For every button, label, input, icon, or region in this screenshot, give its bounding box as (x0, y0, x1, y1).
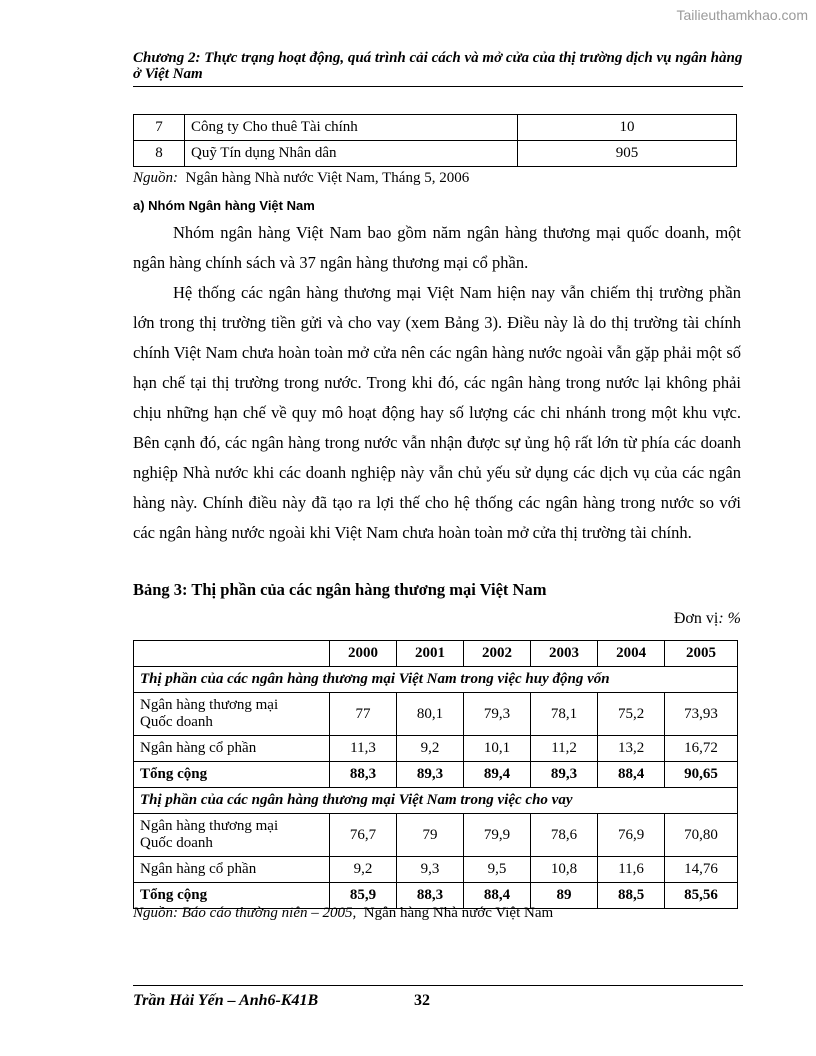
table-row (134, 736, 738, 762)
year-header: 2000 (330, 641, 397, 667)
table-row (134, 115, 737, 141)
table-cell: 89,3 (397, 762, 464, 788)
total-row (134, 762, 738, 788)
unit-label: Đơn vị (673, 610, 719, 627)
row-label: Tổng cộng (134, 883, 330, 909)
table-cell: 90,65 (665, 762, 738, 788)
table-row (134, 693, 738, 736)
institution-name: Công ty Cho thuê Tài chính (185, 115, 518, 141)
table-cell: 9,2 (397, 736, 464, 762)
table-cell: 70,80 (665, 814, 738, 857)
row-label: Ngân hàng cổ phần (134, 736, 330, 762)
table-cell: 9,3 (397, 857, 464, 883)
chapter-title: Chương 2: Thực trạng hoạt động, quá trình cải cách và mở cửa của thị trường dịch vụ ngân hàng ở Việt Nam (133, 50, 743, 82)
row-number: 7 (134, 115, 185, 141)
table-cell: 78,6 (531, 814, 598, 857)
header-row (134, 641, 738, 667)
table-cell: 16,72 (665, 736, 738, 762)
market-share-table (133, 640, 738, 909)
table-cell: 77 (330, 693, 397, 736)
table-cell: 13,2 (598, 736, 665, 762)
row-label: Tổng cộng (134, 762, 330, 788)
unit-note (674, 610, 741, 628)
table-cell: 11,6 (598, 857, 665, 883)
table-cell: 88,4 (464, 883, 531, 909)
year-header: 2001 (397, 641, 464, 667)
footer-author: Trần Hải Yến – Anh6-K41B (133, 992, 319, 1009)
paragraph-1: Nhóm ngân hàng Việt Nam bao gồm năm ngân hàng thương mại quốc doanh, một ngân hàng chính sách và 37 ngân hàng thương mại cổ phần. (133, 223, 741, 272)
source-label: Nguồn: (133, 170, 178, 186)
table-cell: 88,4 (598, 762, 665, 788)
paragraph-2: Hệ thống các ngân hàng thương mại Việt Nam hiện nay vẫn chiếm thị trường phần lớn trong thị trường tiền gửi và cho vay (xem Bảng 3). Điều này là do thị trường tài chính chính Việt Nam chưa hoàn toàn mở cửa nên các ngân hàng nước ngoài vẫn gặp phải một số hạn chế tại thị trường trong nước. Trong khi đó, các ngân hàng trong nước lại không phải chịu những hạn chế về quy mô hoạt động hay số lượng các chi nhánh trong một khu vực. Bên cạnh đó, các ngân hàng trong nước vẫn nhận được sự ủng hộ rất lớn từ phía các doanh nghiệp Nhà nước khi các doanh nghiệp này vẫn chủ yếu sử dụng các dịch vụ của các ngân hàng này. Chính điều này đã tạo ra lợi thế cho hệ thống các ngân hàng trong nước so với các ngân hàng nước ngoài khi Việt Nam chưa hoàn toàn mở cửa thị trường tài chính. (133, 283, 741, 542)
institution-count: 905 (518, 141, 737, 167)
institution-count: 10 (518, 115, 737, 141)
section-title-loans: Thị phần của các ngân hàng thương mại Việt Nam trong việc cho vay (134, 788, 738, 814)
table-cell: 75,2 (598, 693, 665, 736)
table-cell: 76,9 (598, 814, 665, 857)
source-text: Ngân hàng Nhà nước Việt Nam, Tháng 5, 2006 (185, 170, 470, 186)
table-cell: 78,1 (531, 693, 598, 736)
institution-count-table (133, 114, 737, 167)
section-row (134, 788, 738, 814)
table-cell: 10,8 (531, 857, 598, 883)
table-cell: 79,3 (464, 693, 531, 736)
table-cell: 88,5 (598, 883, 665, 909)
row-label: Ngân hàng cổ phần (134, 857, 330, 883)
source-text: Ngân hàng Nhà nước Việt Nam (363, 905, 554, 921)
row-label: Ngân hàng thương mại Quốc doanh (134, 814, 330, 857)
year-header: 2002 (464, 641, 531, 667)
row-number: 8 (134, 141, 185, 167)
section-title-deposits: Thị phần của các ngân hàng thương mại Việt Nam trong việc huy động vốn (134, 667, 738, 693)
row-label: Ngân hàng thương mại Quốc doanh (134, 693, 330, 736)
year-header: 2005 (665, 641, 738, 667)
table-cell: 89,4 (464, 762, 531, 788)
table-cell: 10,1 (464, 736, 531, 762)
table-cell: 14,76 (665, 857, 738, 883)
table-row (134, 857, 738, 883)
table-cell: 11,3 (330, 736, 397, 762)
institution-name: Quỹ Tín dụng Nhân dân (185, 141, 518, 167)
source-note-1 (133, 170, 469, 187)
source-note-2 (133, 905, 553, 922)
section-row (134, 667, 738, 693)
table-row (134, 141, 737, 167)
footer-divider (133, 985, 743, 986)
header-empty-cell (134, 641, 330, 667)
table-cell: 88,3 (330, 762, 397, 788)
unit-value: : % (718, 610, 741, 627)
table-cell: 11,2 (531, 736, 598, 762)
table-cell: 85,56 (665, 883, 738, 909)
table-cell: 89 (531, 883, 598, 909)
section-subheading: a) Nhóm Ngân hàng Việt Nam (133, 198, 315, 213)
year-header: 2004 (598, 641, 665, 667)
table-cell: 80,1 (397, 693, 464, 736)
table-cell: 85,9 (330, 883, 397, 909)
table-cell: 79 (397, 814, 464, 857)
header-divider (133, 86, 743, 87)
table-cell: 9,2 (330, 857, 397, 883)
table-cell: 79,9 (464, 814, 531, 857)
table-cell: 9,5 (464, 857, 531, 883)
table-cell: 73,93 (665, 693, 738, 736)
table-cell: 89,3 (531, 762, 598, 788)
table-title: Bảng 3: Thị phần của các ngân hàng thương mại Việt Nam (133, 580, 547, 599)
page-number: 32 (414, 992, 430, 1009)
year-header: 2003 (531, 641, 598, 667)
watermark: Tailieuthamkhao.com (676, 7, 808, 23)
table-row (134, 814, 738, 857)
table-cell: 76,7 (330, 814, 397, 857)
table-cell: 88,3 (397, 883, 464, 909)
source-label: Nguồn: Báo cáo thường niên – 2005, (133, 905, 357, 921)
